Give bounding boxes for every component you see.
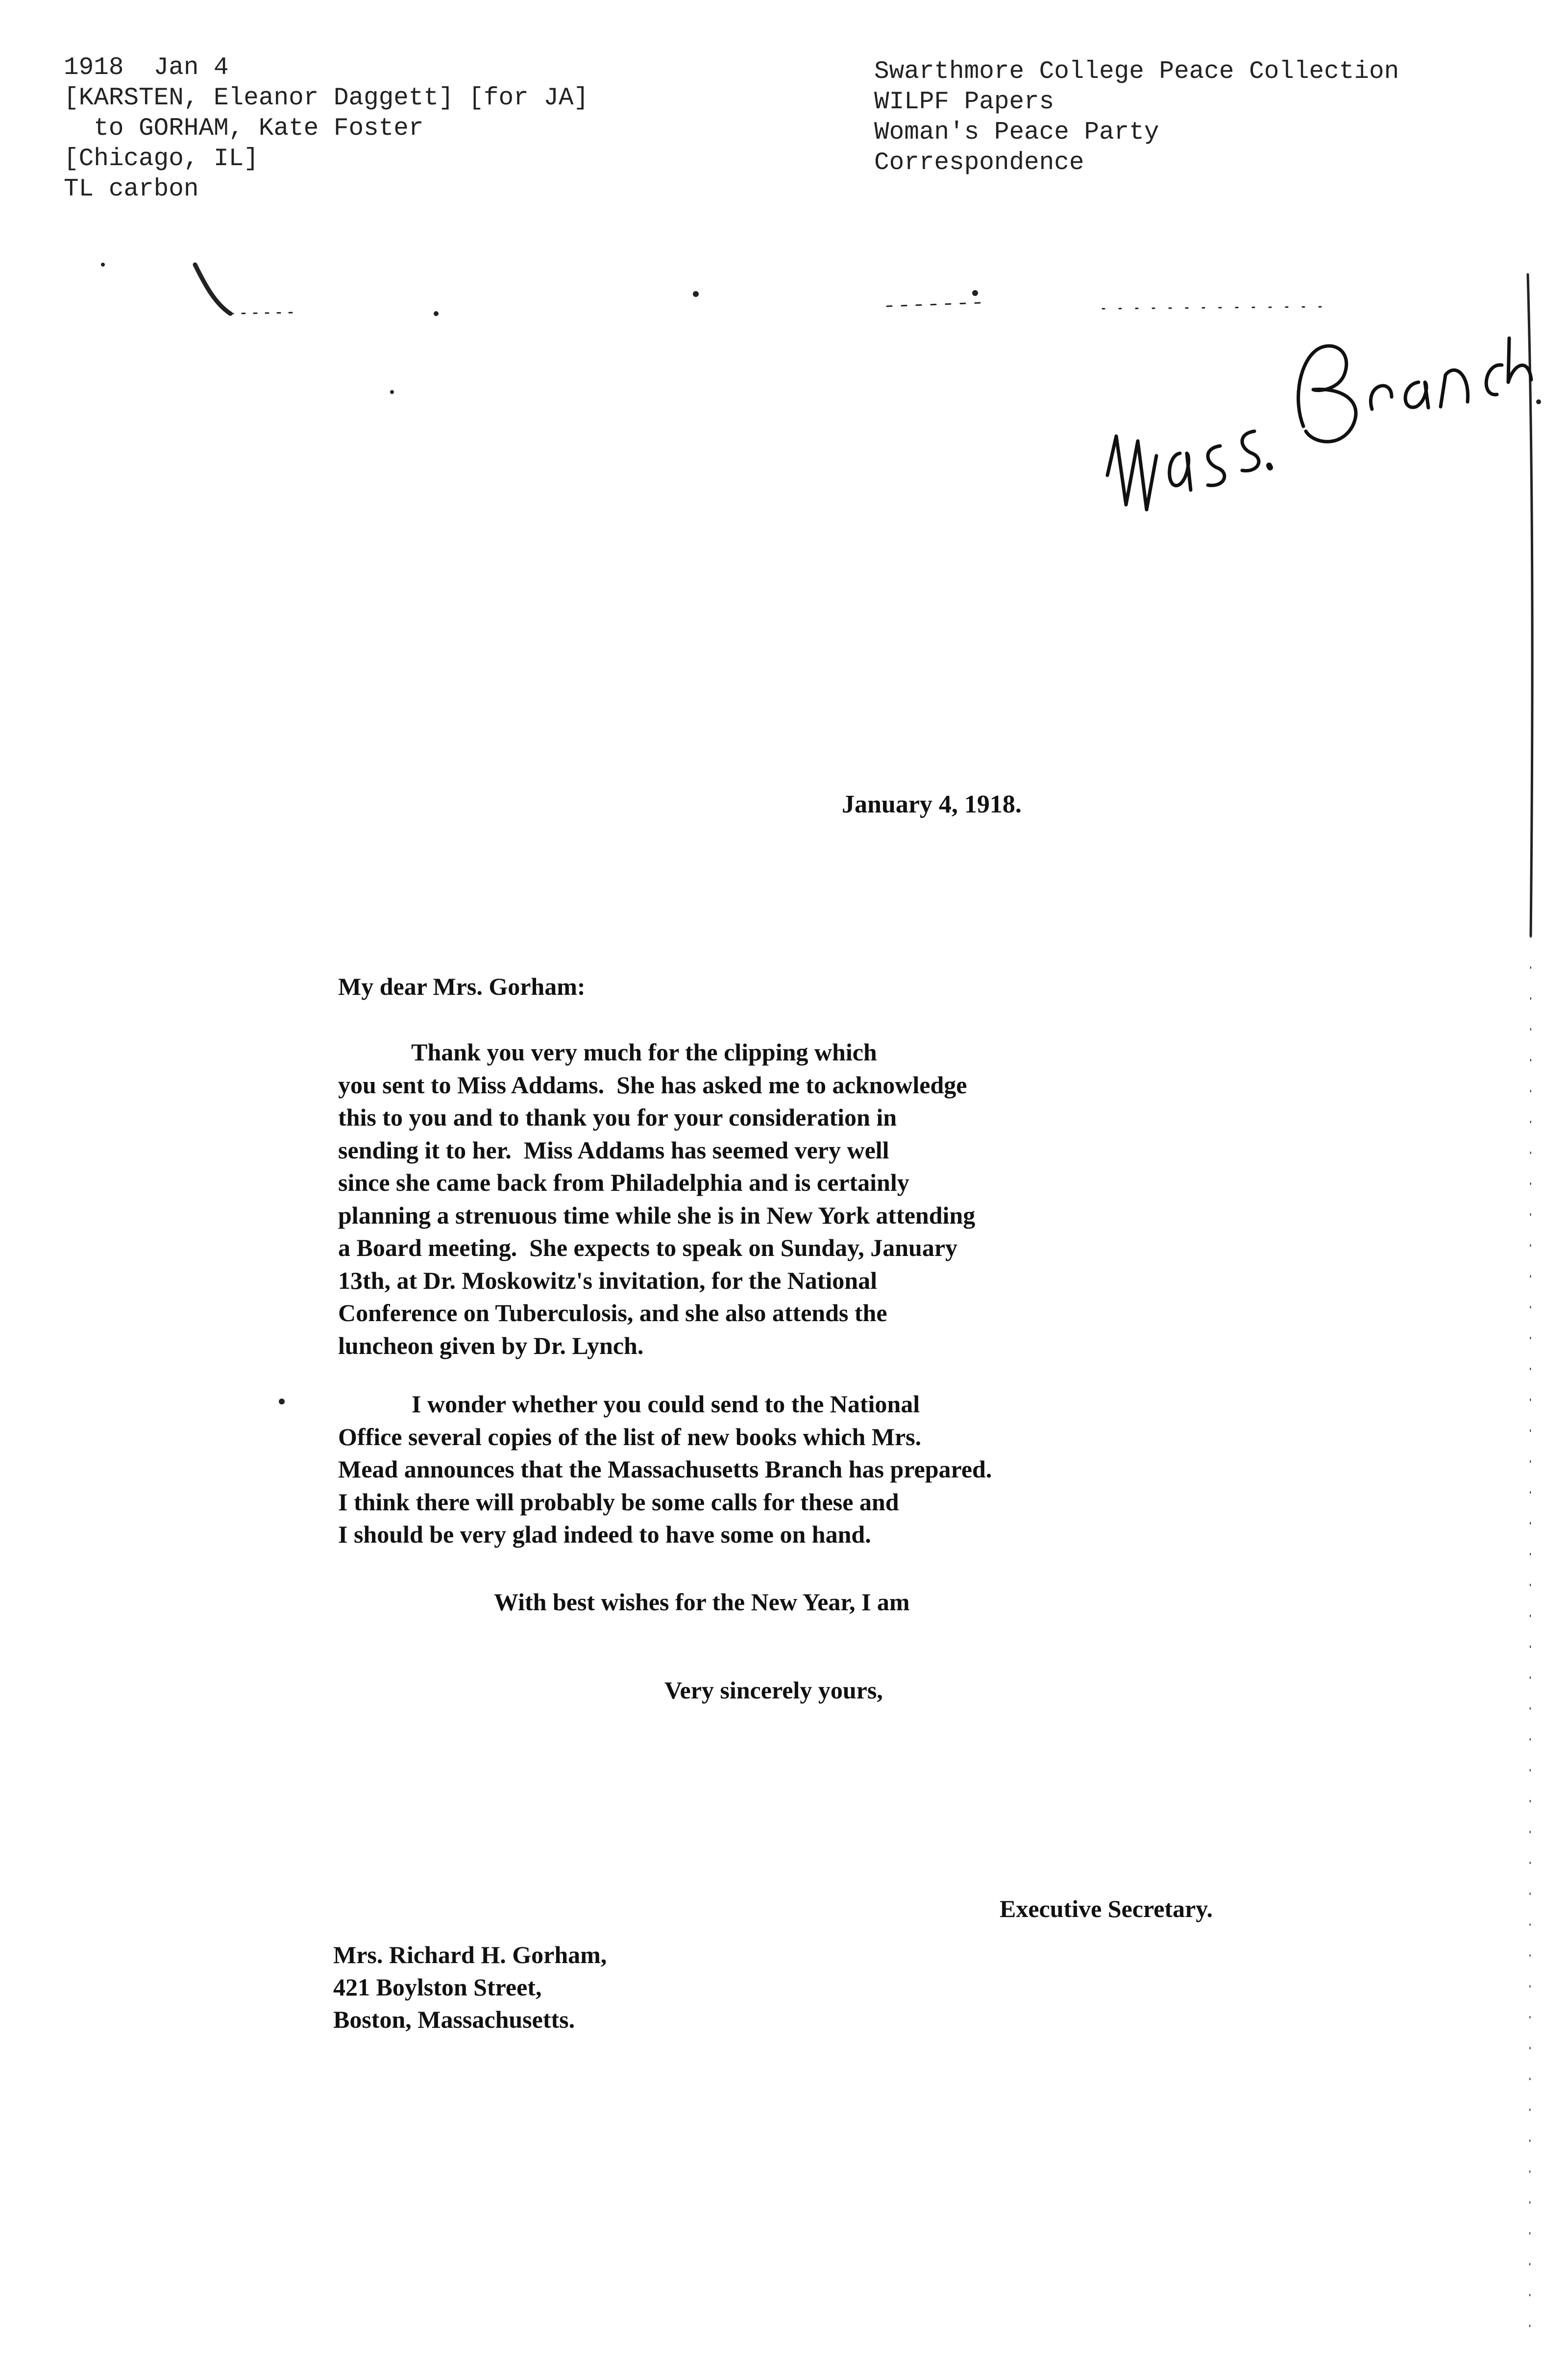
paragraph-line: Conference on Tuberculosis, and she also attends the (338, 1299, 887, 1327)
scan-speck (434, 311, 439, 316)
paragraph-line: 13th, at Dr. Moskowitz's invitation, for the National (338, 1266, 877, 1294)
collection-subseries: Woman's Peace Party (874, 119, 1159, 147)
citation-recipient: to GORHAM, Kate Foster (64, 115, 424, 143)
paragraph-line: I think there will probably be some calls for these and (338, 1488, 899, 1516)
scan-stroke-left (195, 265, 230, 314)
paragraph-line: Mead announces that the Massachusetts Branch has prepared. (338, 1455, 992, 1483)
paragraph-line: I wonder whether you could send to the National (338, 1390, 920, 1418)
recipient-address (333, 1939, 607, 2036)
paragraph-line: planning a strenuous time while she is in New York attending (338, 1201, 976, 1229)
scan-speck (101, 263, 105, 267)
salutation: My dear Mrs. Gorham: (338, 973, 586, 1000)
scan-speck (279, 1399, 285, 1404)
scan-speck (693, 291, 699, 297)
scan-right-margin-dots (1530, 936, 1531, 2333)
address-line-street: 421 Boylston Street, (333, 1973, 542, 2001)
citation-author: [KARSTEN, Eleanor Daggett] [for JA] (64, 84, 589, 112)
collection-folder: Correspondence (874, 149, 1084, 177)
paragraph-line: you sent to Miss Addams. She has asked me to acknowledge (338, 1071, 967, 1099)
paragraph-line: this to you and to thank you for your consideration in (338, 1104, 897, 1131)
complimentary-close: Very sincerely yours, (664, 1676, 883, 1704)
citation-format: TL carbon (64, 175, 199, 203)
scan-speck (972, 290, 978, 296)
handwritten-annotation-mark (1098, 279, 1539, 534)
archival-collection-right (874, 57, 1399, 178)
scan-speck (390, 390, 394, 394)
paragraph-line: luncheon given by Dr. Lynch. (338, 1331, 644, 1359)
paragraph-line: sending it to her. Miss Addams has seemed very well (338, 1136, 889, 1164)
letter-date: January 4, 1918. (842, 790, 1022, 818)
scan-dotted-top-middle (887, 303, 980, 306)
body-paragraph-2 (338, 1388, 992, 1551)
citation-date: 1918 Jan 4 (64, 54, 229, 82)
collection-name: Swarthmore College Peace Collection (874, 58, 1399, 86)
body-paragraph-1 (338, 1036, 975, 1362)
scan-dotted-top-left (230, 313, 294, 314)
paragraph-line: since she came back from Philadelphia and is certainly (338, 1169, 909, 1196)
paragraph-line: a Board meeting. She expects to speak on Sunday, January (338, 1234, 958, 1261)
paragraph-line: Thank you very much for the clipping which (338, 1038, 877, 1066)
paragraph-line: I should be very glad indeed to have some on hand. (338, 1521, 871, 1548)
address-line-name: Mrs. Richard H. Gorham, (333, 1941, 607, 1968)
signature-title: Executive Secretary. (1000, 1895, 1213, 1922)
paragraph-line: Office several copies of the list of new books which Mrs. (338, 1423, 922, 1450)
address-line-city: Boston, Massachusetts. (333, 2006, 575, 2033)
closing-line: With best wishes for the New Year, I am (494, 1588, 910, 1616)
citation-place: [Chicago, IL] (64, 145, 259, 173)
archival-citation-left (64, 53, 588, 205)
collection-series: WILPF Papers (874, 88, 1054, 116)
